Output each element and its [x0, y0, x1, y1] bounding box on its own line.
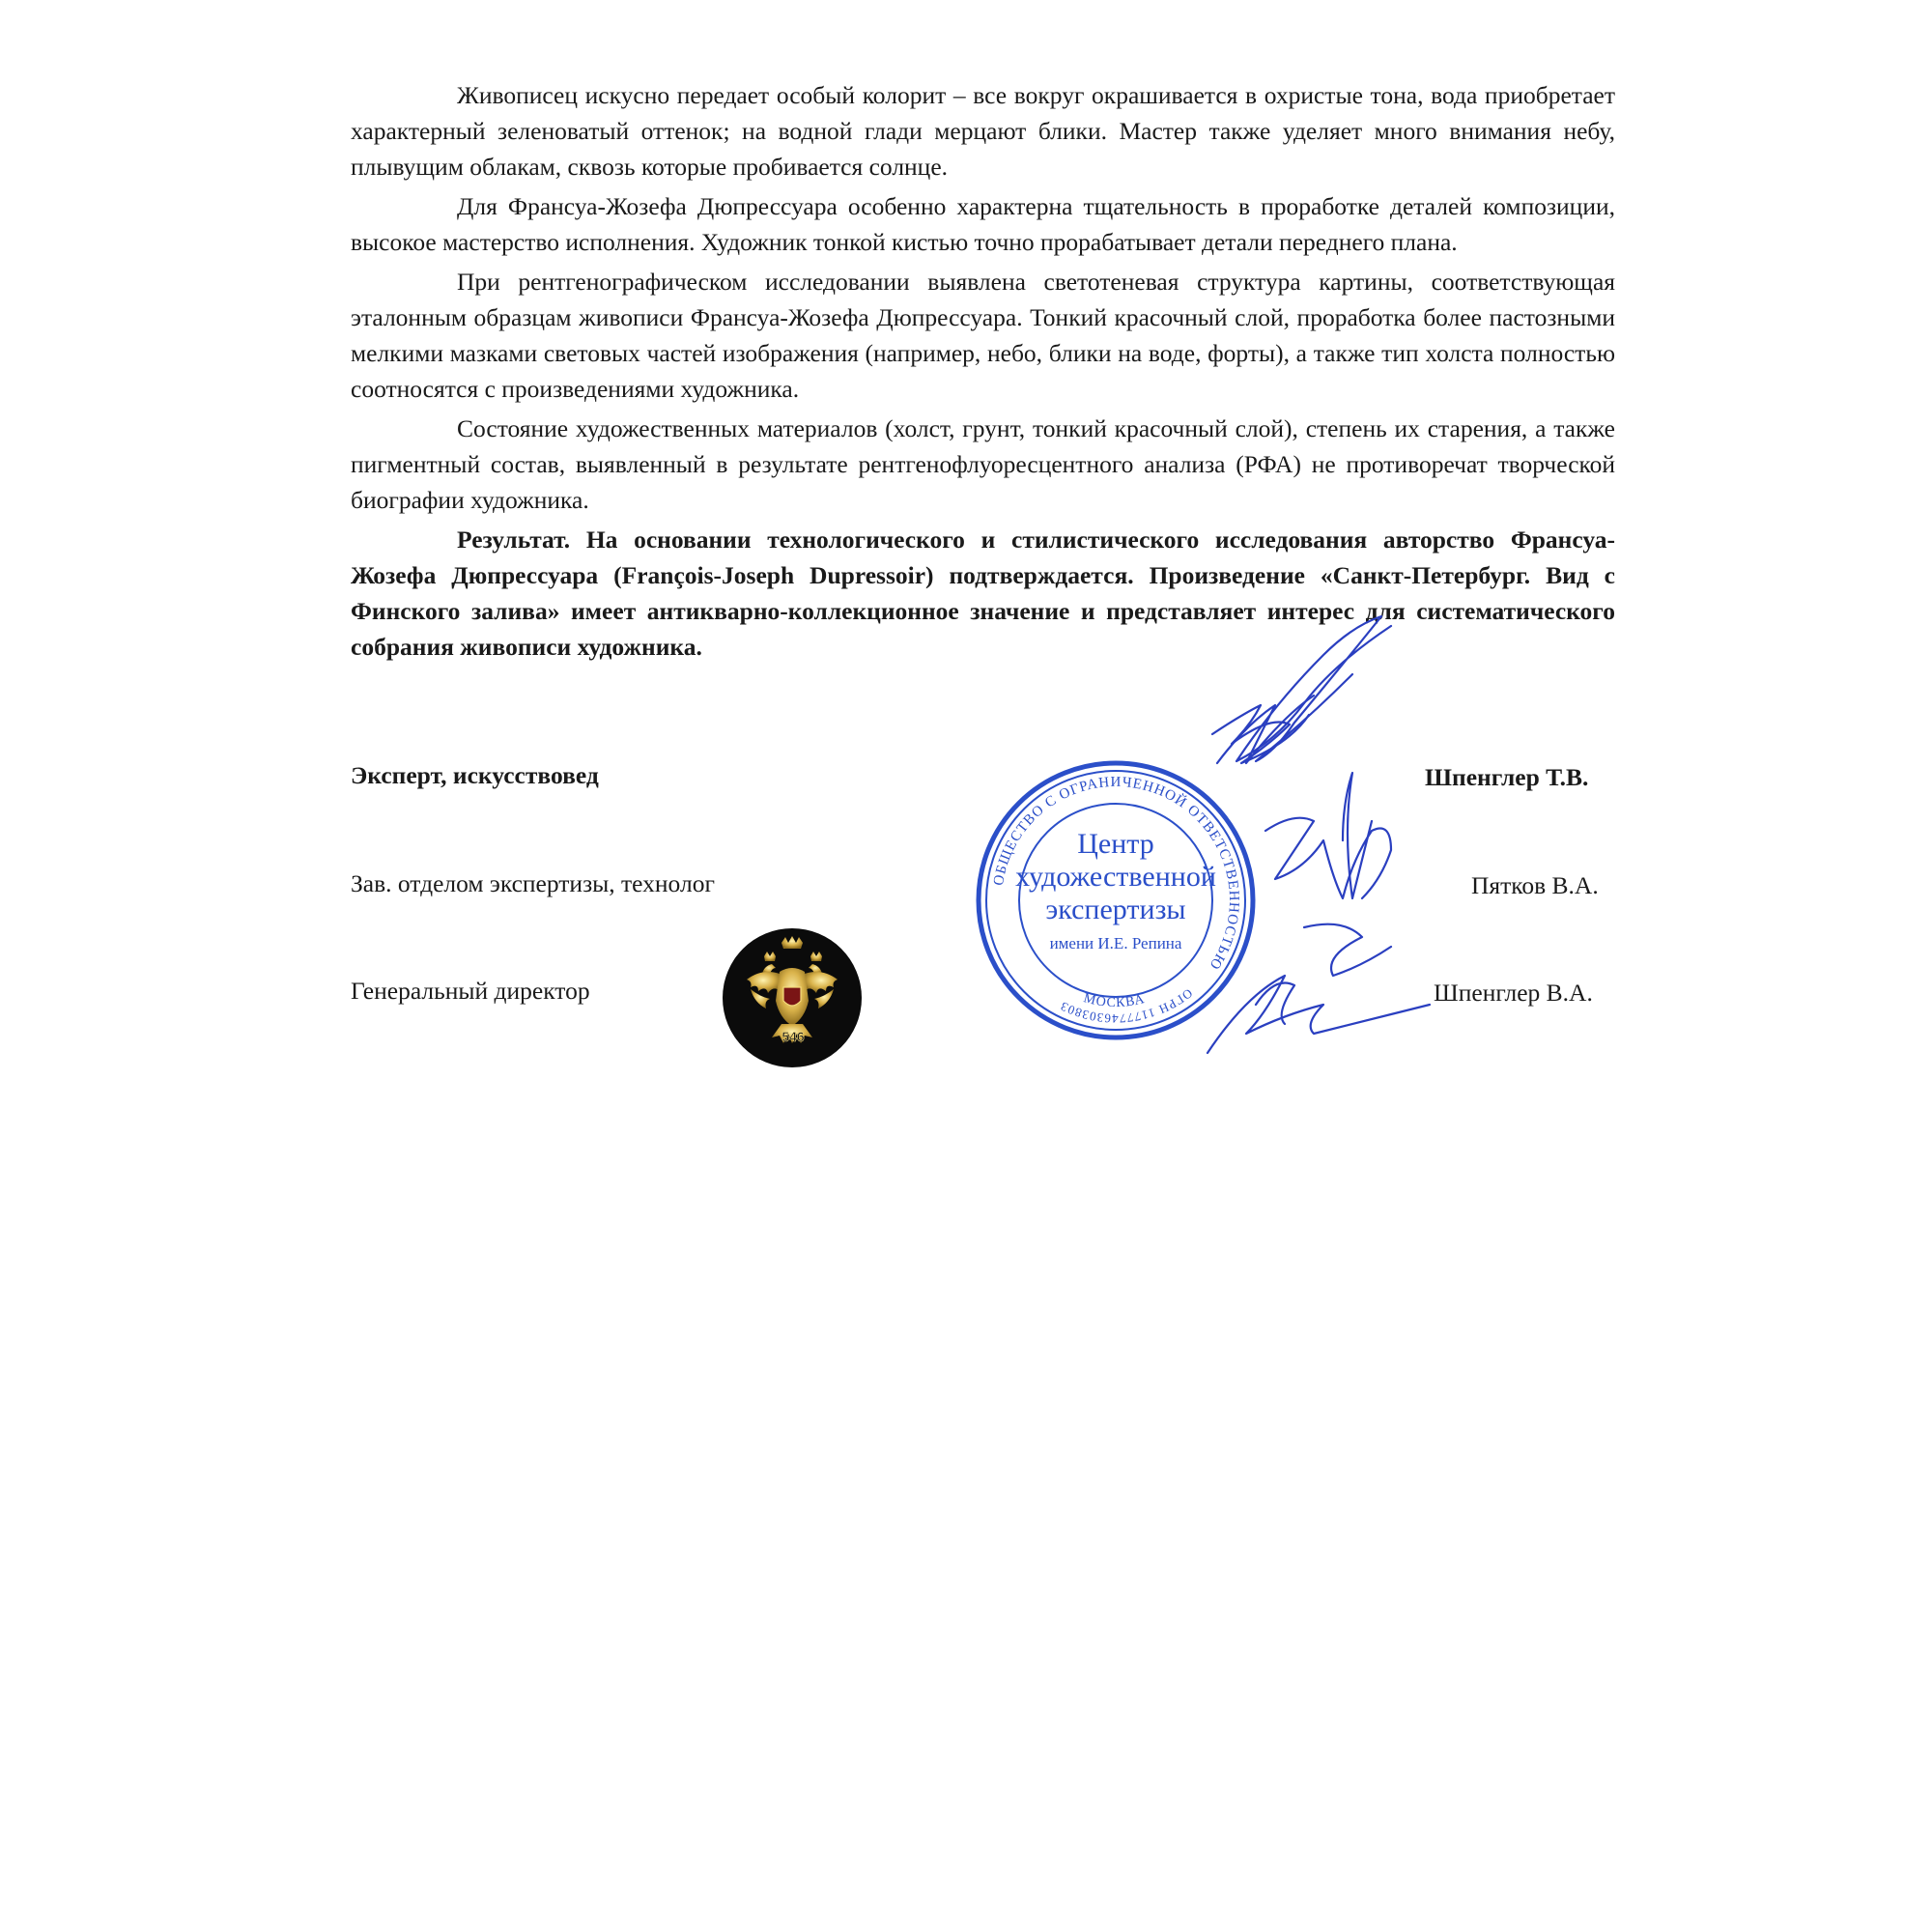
paragraph-materials: Состояние художественных материалов (холст, грунт, тонкий красочный слой), степень их старения, а также пигментный состав, выявленный в результате рентгенофлуоресцентного анализа (РФА) не противоречат творческой биографии художника.: [351, 414, 1615, 514]
company-stamp: [971, 755, 1261, 1045]
expert-name: Шпенглер Т.В.: [1425, 763, 1589, 791]
double-headed-eagle-icon: [722, 927, 863, 1068]
stamp-ogrn: ОГРН 1177746303803: [1057, 985, 1196, 1027]
paragraph-result: Результат. На основании технологического и стилистического исследования авторство Франсуа-Жозефа Дюпрессуара (François-Joseph Dupressoir) подтверждается. Произведение «Санкт-Петербург. Вид с Финского залива» имеет антикварно-коллекционное значение и представляет интерес для систематического собрания живописи художника.: [351, 526, 1615, 661]
emblem-number: 546: [781, 1029, 805, 1044]
body-text: [351, 77, 1615, 668]
paragraph-detailing: Для Франсуа-Жозефа Дюпрессуара особенно характерна тщательность в проработке деталей композиции, высокое мастерство исполнения. Художник тонкой кистью точно прорабатывает детали переднего плана.: [351, 192, 1615, 256]
director-role: Генеральный директор: [351, 977, 590, 1005]
paragraph-xray: При рентгенографическом исследовании выявлена светотеневая структура картины, соответствующая эталонным образцам живописи Франсуа-Жозефа Дюпрессуара. Тонкий красочный слой, проработка более пастозными мелкими мазками световых частей изображения (например, небо, блики на воде, форты), а также тип холста полностью соотносятся с произведениями художника.: [351, 268, 1615, 403]
stamp-center: [971, 755, 1261, 1045]
expert-role: Эксперт, искусствовед: [351, 761, 599, 789]
stamp-center-line2: художественной: [1015, 861, 1216, 893]
gold-emblem-seal: [722, 927, 863, 1068]
signature-technologist: [1265, 818, 1391, 898]
director-name: Шпенглер В.А.: [1434, 979, 1593, 1007]
stamp-center-line1: Центр: [1077, 828, 1154, 860]
stamp-center-line3: экспертизы: [1045, 894, 1186, 925]
stamp-ring-text: ОБЩЕСТВО С ОГРАНИЧЕННОЙ ОТВЕТСТВЕННОСТЬЮ: [990, 774, 1242, 973]
paragraph-coloring: Живописец искусно передает особый колорит – все вокруг окрашивается в охристые тона, вода приобретает характерный зеленоватый оттенок; на водной глади мерцают блики. Мастер также уделяет много внимания небу, плывущим облакам, сквозь которые пробивается солнце.: [351, 81, 1615, 181]
stamp-center-line4: имени И.Е. Репина: [1049, 934, 1182, 952]
tech-role: Зав. отделом экспертизы, технолог: [351, 869, 715, 897]
stamp-city: МОСКВА: [1081, 991, 1148, 1011]
tech-name: Пятков В.А.: [1471, 871, 1599, 899]
